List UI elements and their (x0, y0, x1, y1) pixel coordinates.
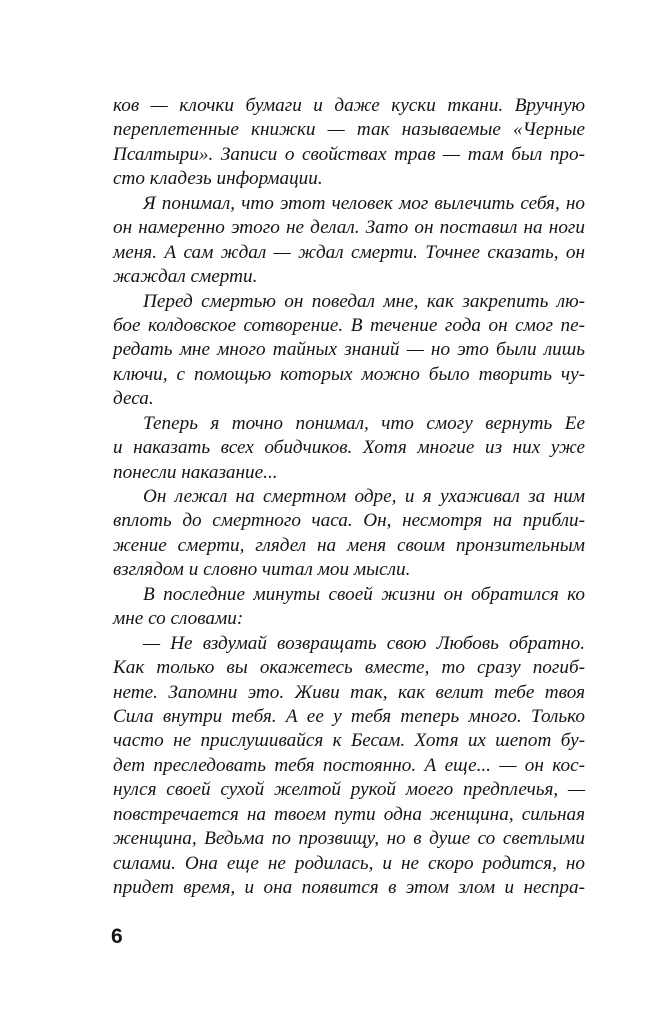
text-line: придет время, и она появится в этом злом и неспра- (113, 877, 585, 898)
text-line: жение смерти, глядел на меня своим пронзительным (113, 534, 585, 556)
text-line: вплоть до смертного часа. Он, несмотря на прибли- (113, 510, 585, 532)
text-line: деса. (113, 388, 154, 410)
text-line: Как только вы окажетесь вместе, то сразу погиб- (113, 657, 585, 679)
text-line: силами. Она еще не родилась, и не скоро родится, но (113, 852, 585, 874)
text-line: бое колдовское сотворение. В течение года он смог пе- (113, 314, 585, 336)
text-line: нулся своей сухой желтой рукой моего предплечья, — (113, 779, 585, 801)
text-line: жаждал смерти. (113, 266, 258, 288)
text-line: меня. А сам ждал — ждал смерти. Точнее сказать, он (113, 241, 585, 263)
text-line: и наказать всех обидчиков. Хотя многие из них уже (113, 437, 585, 459)
text-line: сто кладезь информации. (113, 168, 323, 190)
text-line: часто не прислушивайся к Бесам. Хотя их шепот бу- (113, 730, 585, 752)
page-text (113, 94, 585, 900)
text-line: женщина, Ведьма по прозвищу, но в душе со светлыми (113, 828, 585, 850)
text-line: — Не вздумай возвращать свою Любовь обратно. (143, 632, 585, 654)
text-line: Теперь я точно понимал, что смогу вернуть Ее (143, 412, 585, 434)
text-line: ков — клочки бумаги и даже куски ткани. Вручную (113, 95, 585, 116)
page-number: 6 (111, 925, 123, 948)
text-line: ключи, с помощью которых можно было творить чу- (113, 363, 585, 385)
text-line: Псалтыри». Записи о свойствах трав — там был про- (113, 143, 585, 165)
text-line: редать мне много тайных знаний — но это были лишь (113, 339, 585, 361)
text-line: Я понимал, что этот человек мог вылечить себя, но (143, 192, 585, 214)
text-line: Перед смертью он поведал мне, как закрепить лю- (143, 290, 585, 312)
text-line: В последние минуты своей жизни он обратился ко (143, 583, 585, 605)
text-line: переплетенные книжки — так называемые «Черные (113, 119, 585, 141)
text-line: мне со словами: (113, 608, 244, 630)
text-line: Сила внутри тебя. А ее у тебя теперь много. Только (113, 705, 585, 727)
text-line: повстречается на твоем пути одна женщина, сильная (113, 803, 585, 825)
text-line: взглядом и словно читал мои мысли. (113, 559, 411, 581)
text-line: понесли наказание... (113, 461, 278, 483)
text-line: он намеренно этого не делал. Зато он поставил на ноги (113, 217, 585, 239)
text-line: нете. Запомни это. Живи так, как велит тебе твоя (113, 681, 585, 703)
text-line: дет преследовать тебя постоянно. А еще... — он кос- (113, 754, 585, 776)
text-line: Он лежал на смертном одре, и я ухаживал за ним (143, 486, 585, 507)
